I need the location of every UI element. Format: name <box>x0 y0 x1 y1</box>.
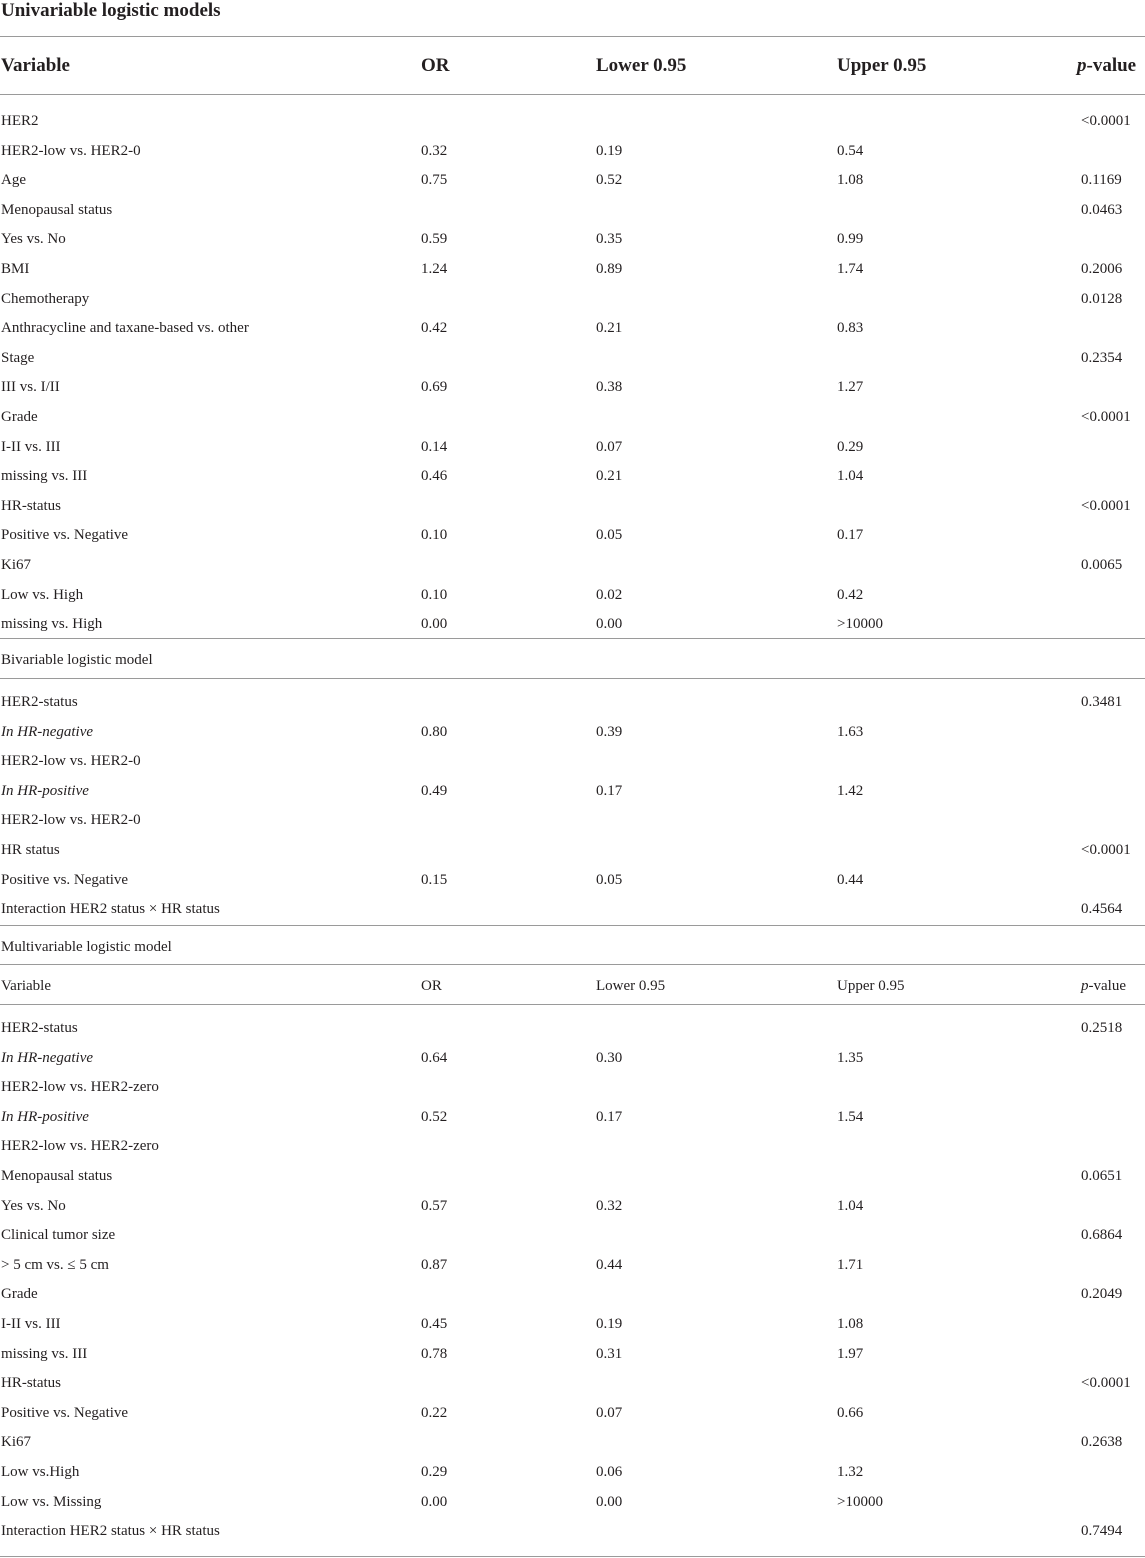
table-row <box>0 581 1145 611</box>
cell-upper: 1.71 <box>837 1256 864 1273</box>
cell-lower: 0.07 <box>596 438 623 455</box>
cell-variable: missing vs. III <box>1 468 88 485</box>
cell-variable: Age <box>1 172 26 189</box>
rule-bi-label-bottom <box>0 678 1145 679</box>
cell-p-value: 0.7494 <box>1081 1523 1123 1540</box>
table-row <box>0 373 1145 403</box>
cell-variable: missing vs. High <box>1 616 103 633</box>
table-row <box>0 1221 1145 1251</box>
cell-lower: 0.31 <box>596 1345 623 1362</box>
cell-p-value: 0.0065 <box>1081 557 1123 573</box>
cell-p-value: 0.6864 <box>1081 1227 1123 1244</box>
table-row <box>0 492 1145 522</box>
cell-variable: HR-status <box>1 1375 61 1392</box>
table-row <box>0 866 1145 896</box>
cell-or: 0.29 <box>421 1464 448 1480</box>
cell-or: 0.78 <box>421 1345 448 1362</box>
cell-p-value: 0.4564 <box>1081 901 1123 918</box>
table-row <box>0 1162 1145 1192</box>
cell-variable: Chemotherapy <box>1 290 90 307</box>
cell-variable: Yes vs. No <box>1 1197 66 1214</box>
cell-upper: 1.04 <box>837 1197 864 1214</box>
cell-upper: 0.99 <box>837 231 864 248</box>
cell-upper: 1.27 <box>837 379 864 396</box>
cell-variable: Positive vs. Negative <box>1 527 129 544</box>
multi-header-variable: Variable <box>1 978 51 994</box>
cell-upper: 1.08 <box>837 172 864 189</box>
table-row <box>0 225 1145 255</box>
cell-variable: I-II vs. III <box>1 1316 61 1332</box>
cell-variable: HER2-low vs. HER2-zero <box>1 1138 159 1155</box>
cell-upper: >10000 <box>837 616 883 633</box>
cell-upper: 0.29 <box>837 438 864 455</box>
cell-upper: 0.44 <box>837 871 864 888</box>
table-row <box>0 610 1145 640</box>
table-row <box>0 1073 1145 1103</box>
cell-or: 0.14 <box>421 438 448 455</box>
cell-upper: 1.35 <box>837 1049 864 1066</box>
header-p-italic: p <box>1077 55 1087 76</box>
cell-upper: 0.83 <box>837 320 864 337</box>
cell-lower: 0.02 <box>596 586 623 603</box>
header-lower: Lower 0.95 <box>596 55 687 76</box>
cell-variable: In HR-negative <box>1 723 94 740</box>
cell-p-value: 0.0651 <box>1081 1168 1123 1184</box>
cell-lower: 0.17 <box>596 782 623 799</box>
cell-variable: HER2-low vs. HER2-0 <box>1 142 141 159</box>
table-row <box>0 1399 1145 1429</box>
cell-variable: Low vs. High <box>1 586 84 603</box>
table-row <box>0 255 1145 285</box>
multi-header-upper: Upper 0.95 <box>837 978 905 994</box>
header-upper: Upper 0.95 <box>837 55 927 76</box>
table-header <box>0 37 1145 93</box>
table-row <box>0 462 1145 492</box>
cell-variable: Grade <box>1 409 38 425</box>
table-row <box>0 285 1145 315</box>
cell-upper: 1.63 <box>837 723 864 740</box>
table-row <box>0 403 1145 433</box>
cell-lower: 0.06 <box>596 1464 623 1480</box>
table-row <box>0 1369 1145 1399</box>
table-title: Univariable logistic models <box>1 0 221 21</box>
table-row <box>0 718 1145 748</box>
multivariable-section-label: Multivariable logistic model <box>1 939 172 955</box>
cell-or: 0.00 <box>421 1493 448 1510</box>
cell-or: 0.46 <box>421 468 448 485</box>
multi-header-p-rest: -value <box>1088 978 1126 994</box>
cell-or: 0.80 <box>421 723 448 740</box>
cell-lower: 0.05 <box>596 527 623 544</box>
table-row <box>0 1192 1145 1222</box>
cell-upper: 0.66 <box>837 1404 864 1421</box>
rule-multi-header-bottom <box>0 1004 1145 1005</box>
multi-header-p-value <box>1081 965 1126 1004</box>
cell-or: 0.49 <box>421 782 448 799</box>
cell-variable: missing vs. III <box>1 1345 88 1362</box>
cell-variable: Interaction HER2 status × HR status <box>1 901 220 918</box>
header-p-value <box>1077 37 1136 93</box>
cell-p-value: 0.2049 <box>1081 1286 1123 1303</box>
table-row <box>0 1458 1145 1488</box>
multi-header-or: OR <box>421 978 442 994</box>
cell-p-value: 0.2638 <box>1081 1434 1123 1451</box>
cell-or: 0.22 <box>421 1404 448 1421</box>
cell-or: 0.75 <box>421 172 448 189</box>
table-row <box>0 433 1145 463</box>
cell-or: 0.42 <box>421 320 448 337</box>
table-row <box>0 1251 1145 1281</box>
cell-or: 0.59 <box>421 231 448 248</box>
cell-lower: 0.52 <box>596 172 623 189</box>
cell-variable: HR status <box>1 842 60 858</box>
table-row <box>0 521 1145 551</box>
cell-upper: >10000 <box>837 1493 883 1510</box>
cell-variable: Low vs. Missing <box>1 1493 102 1510</box>
cell-variable: Stage <box>1 349 35 366</box>
table-row <box>0 166 1145 196</box>
cell-lower: 0.32 <box>596 1197 623 1214</box>
table-row <box>0 836 1145 866</box>
table-row <box>0 196 1145 226</box>
cell-p-value: <0.0001 <box>1081 1375 1131 1392</box>
cell-or: 0.15 <box>421 871 448 888</box>
cell-p-value: <0.0001 <box>1081 409 1131 425</box>
cell-p-value: 0.0463 <box>1081 201 1123 218</box>
cell-lower: 0.39 <box>596 723 623 740</box>
cell-lower: 0.19 <box>596 142 623 159</box>
cell-variable: In HR-negative <box>1 1049 94 1066</box>
cell-variable: Low vs.High <box>1 1464 80 1480</box>
table-row <box>0 137 1145 167</box>
cell-variable: HER2-status <box>1 694 78 710</box>
cell-variable: III vs. I/II <box>1 379 60 396</box>
table-row <box>0 1517 1145 1547</box>
cell-lower: 0.19 <box>596 1316 623 1332</box>
table-row <box>0 806 1145 836</box>
cell-p-value: 0.2006 <box>1081 261 1123 277</box>
cell-lower: 0.21 <box>596 320 623 337</box>
cell-upper: 1.04 <box>837 468 864 485</box>
cell-upper: 0.54 <box>837 142 864 159</box>
table-row <box>0 1428 1145 1458</box>
cell-upper: 1.32 <box>837 1464 864 1480</box>
cell-lower: 0.89 <box>596 261 623 277</box>
cell-variable: HER2 <box>1 113 39 129</box>
cell-p-value: <0.0001 <box>1081 497 1131 514</box>
table-row <box>0 1280 1145 1310</box>
rule-bottom <box>0 1556 1145 1557</box>
cell-or: 0.45 <box>421 1316 448 1332</box>
cell-or: 0.10 <box>421 586 448 603</box>
cell-variable: Positive vs. Negative <box>1 1404 129 1421</box>
table-row <box>0 1044 1145 1074</box>
table-row <box>0 1103 1145 1133</box>
cell-upper: 1.42 <box>837 782 864 799</box>
table-row <box>0 314 1145 344</box>
cell-or: 0.52 <box>421 1108 448 1125</box>
cell-variable: HER2-status <box>1 1020 78 1036</box>
table-row <box>0 1340 1145 1370</box>
cell-variable: In HR-positive <box>1 782 89 799</box>
cell-lower: 0.44 <box>596 1256 623 1273</box>
table-row <box>0 1132 1145 1162</box>
cell-variable: I-II vs. III <box>1 438 61 455</box>
cell-variable: > 5 cm vs. ≤ 5 cm <box>1 1256 109 1273</box>
cell-upper: 0.42 <box>837 586 864 603</box>
table-row <box>0 107 1145 137</box>
cell-or: 0.00 <box>421 616 448 633</box>
cell-variable: In HR-positive <box>1 1108 89 1125</box>
cell-lower: 0.21 <box>596 468 623 485</box>
cell-or: 1.24 <box>421 261 448 277</box>
table-row <box>0 688 1145 718</box>
table-row <box>0 895 1145 925</box>
cell-p-value: 0.0128 <box>1081 290 1123 307</box>
cell-variable: HER2-low vs. HER2-0 <box>1 753 141 770</box>
header-or: OR <box>421 55 450 76</box>
cell-variable: Menopausal status <box>1 201 113 218</box>
cell-or: 0.64 <box>421 1049 448 1066</box>
bivariable-section-label: Bivariable logistic model <box>1 652 153 668</box>
table-row <box>0 1310 1145 1340</box>
cell-or: 0.69 <box>421 379 448 396</box>
cell-variable: Ki67 <box>1 1434 31 1451</box>
cell-variable: Positive vs. Negative <box>1 871 129 888</box>
cell-variable: Menopausal status <box>1 1168 113 1184</box>
cell-lower: 0.07 <box>596 1404 623 1421</box>
cell-lower: 0.00 <box>596 616 623 633</box>
cell-upper: 1.97 <box>837 1345 864 1362</box>
cell-p-value: <0.0001 <box>1081 113 1131 129</box>
cell-variable: Interaction HER2 status × HR status <box>1 1523 220 1540</box>
table-row <box>0 777 1145 807</box>
cell-lower: 0.00 <box>596 1493 623 1510</box>
cell-variable: Grade <box>1 1286 38 1303</box>
header-p-rest: -value <box>1086 55 1137 76</box>
header-variable: Variable <box>1 55 70 76</box>
table-row <box>0 747 1145 777</box>
cell-lower: 0.38 <box>596 379 623 396</box>
multi-header-p-italic: p <box>1081 978 1089 994</box>
cell-variable: BMI <box>1 261 30 277</box>
table-row <box>0 551 1145 581</box>
cell-p-value: <0.0001 <box>1081 842 1131 858</box>
cell-variable: Yes vs. No <box>1 231 66 248</box>
cell-variable: Ki67 <box>1 557 31 573</box>
cell-p-value: 0.1169 <box>1081 172 1122 189</box>
table-row <box>0 1488 1145 1518</box>
cell-or: 0.32 <box>421 142 448 159</box>
cell-upper: 1.08 <box>837 1316 864 1332</box>
cell-or: 0.87 <box>421 1256 448 1273</box>
cell-p-value: 0.2354 <box>1081 349 1123 366</box>
cell-p-value: 0.3481 <box>1081 694 1123 710</box>
cell-upper: 1.74 <box>837 261 864 277</box>
cell-variable: Anthracycline and taxane-based vs. other <box>1 320 249 337</box>
cell-or: 0.10 <box>421 527 448 544</box>
rule-uni-bottom <box>0 638 1145 639</box>
cell-lower: 0.30 <box>596 1049 623 1066</box>
cell-lower: 0.17 <box>596 1108 623 1125</box>
cell-upper: 0.17 <box>837 527 864 544</box>
table-row <box>0 344 1145 374</box>
cell-lower: 0.05 <box>596 871 623 888</box>
cell-p-value: 0.2518 <box>1081 1020 1123 1036</box>
cell-variable: HER2-low vs. HER2-zero <box>1 1079 159 1096</box>
table-row <box>0 1014 1145 1044</box>
cell-variable: HR-status <box>1 497 61 514</box>
cell-lower: 0.35 <box>596 231 623 248</box>
cell-upper: 1.54 <box>837 1108 864 1125</box>
cell-variable: HER2-low vs. HER2-0 <box>1 812 141 829</box>
multi-header-lower: Lower 0.95 <box>596 978 666 994</box>
multivariable-header <box>0 965 1145 1004</box>
cell-or: 0.57 <box>421 1197 448 1214</box>
rule-header-bottom <box>0 94 1145 95</box>
cell-variable: Clinical tumor size <box>1 1227 116 1244</box>
